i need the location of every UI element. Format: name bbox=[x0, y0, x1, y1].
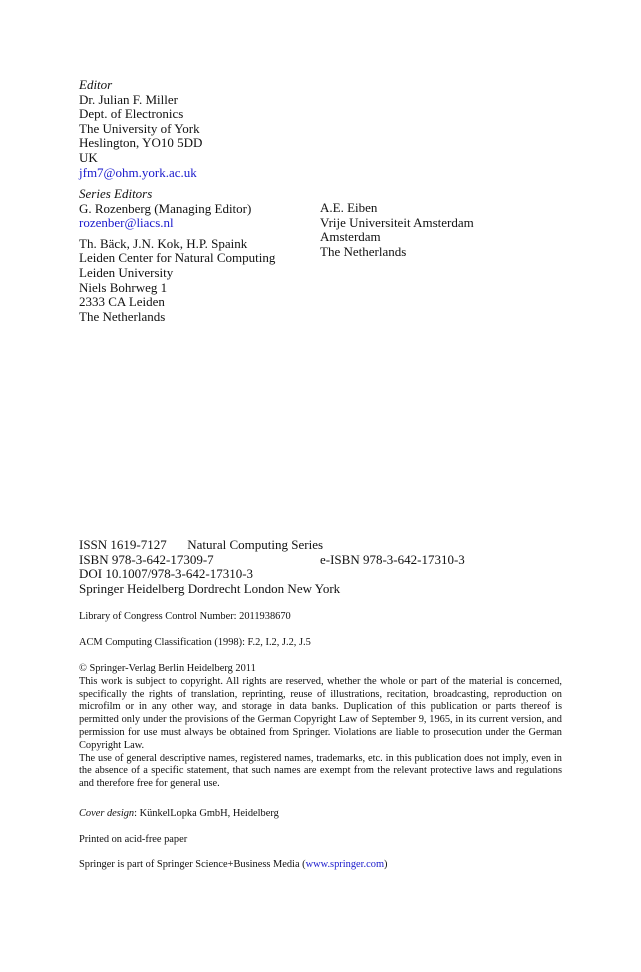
series-editor-line: Leiden Center for Natural Computing bbox=[79, 250, 276, 266]
series-editor-name: G. Rozenberg (Managing Editor) bbox=[79, 200, 252, 216]
issn: ISSN 1619-7127 bbox=[79, 537, 167, 552]
series-editor-line: Amsterdam bbox=[320, 229, 381, 245]
copyright-paragraph: This work is subject to copyright. All rights are reserved, whether the whole or part of the material is concerned, specifically the rights of translation, reprinting, reuse of illustrations, recitation, broadcasting, reproduction on microfilm or in any other way, and storage in data banks. Duplication of this publication or parts thereof is permitted only under the provisions of the German Copyright Law of September 9, 1965, in its current version, and permission for use must always be obtained from Springer. Violations are liable to prosecution under the German Copyright Law. bbox=[79, 675, 562, 751]
cover-design-value: : KünkelLopka GmbH, Heidelberg bbox=[134, 808, 279, 819]
copyright-block bbox=[79, 663, 562, 791]
editor-line: Dept. of Electronics bbox=[79, 106, 184, 122]
series-editor-line: Vrije Universiteit Amsterdam bbox=[320, 214, 474, 230]
series-editor-line: The Netherlands bbox=[320, 243, 407, 259]
publisher-locations: Springer Heidelberg Dordrecht London New York bbox=[79, 580, 341, 596]
series-editors-right bbox=[320, 201, 474, 259]
springer-url-link[interactable]: www.springer.com bbox=[305, 859, 385, 870]
series-editor-line: Niels Bohrweg 1 bbox=[79, 279, 168, 295]
doi: DOI 10.1007/978-3-642-17310-3 bbox=[79, 566, 254, 582]
springer-close: ) bbox=[384, 859, 388, 870]
editor-line: UK bbox=[79, 149, 98, 165]
editor-heading: Editor bbox=[79, 77, 113, 92]
series-editor-line: Leiden University bbox=[79, 264, 174, 280]
series-editor-line: Th. Bäck, J.N. Kok, H.P. Spaink bbox=[79, 235, 248, 251]
issn-line bbox=[79, 538, 562, 553]
series-editor-line: A.E. Eiben bbox=[320, 200, 378, 215]
editor-line: Dr. Julian F. Miller bbox=[79, 91, 178, 107]
copyright-line: © Springer-Verlag Berlin Heidelberg 2011 bbox=[79, 663, 256, 674]
cover-design-line bbox=[79, 808, 279, 821]
editor-line: The University of York bbox=[79, 120, 200, 136]
springer-part-line bbox=[79, 859, 388, 872]
eisbn: e-ISBN 978-3-642-17310-3 bbox=[320, 551, 465, 567]
editor-email-link[interactable]: jfm7@ohm.york.ac.uk bbox=[79, 164, 197, 180]
acm-classification: ACM Computing Classification (1998): F.2, I.2, J.2, J.5 bbox=[79, 637, 311, 648]
acid-free-paper: Printed on acid-free paper bbox=[79, 834, 188, 845]
isbn-line bbox=[79, 553, 562, 568]
publication-block bbox=[79, 538, 562, 596]
editor-line: Heslington, YO10 5DD bbox=[79, 135, 203, 151]
series-editor-email-link[interactable]: rozenber@liacs.nl bbox=[79, 215, 174, 231]
loc-number: Library of Congress Control Number: 2011938670 bbox=[79, 611, 291, 622]
isbn: ISBN 978-3-642-17309-7 bbox=[79, 551, 214, 567]
series-editor-line: The Netherlands bbox=[79, 308, 166, 324]
series-editors-left bbox=[79, 187, 275, 324]
trademark-paragraph: The use of general descriptive names, registered names, trademarks, etc. in this publication does not imply, even in the absence of a specific statement, that such names are exempt from the relevant protective laws and regulations and therefore free for general use. bbox=[79, 752, 562, 790]
series-editor-line: 2333 CA Leiden bbox=[79, 294, 165, 310]
cover-design-label: Cover design bbox=[79, 808, 135, 819]
springer-part-text: Springer is part of Springer Science+Business Media ( bbox=[79, 859, 306, 870]
series-name: Natural Computing Series bbox=[187, 537, 324, 552]
series-editors-heading: Series Editors bbox=[79, 186, 153, 201]
editor-block bbox=[79, 78, 202, 180]
